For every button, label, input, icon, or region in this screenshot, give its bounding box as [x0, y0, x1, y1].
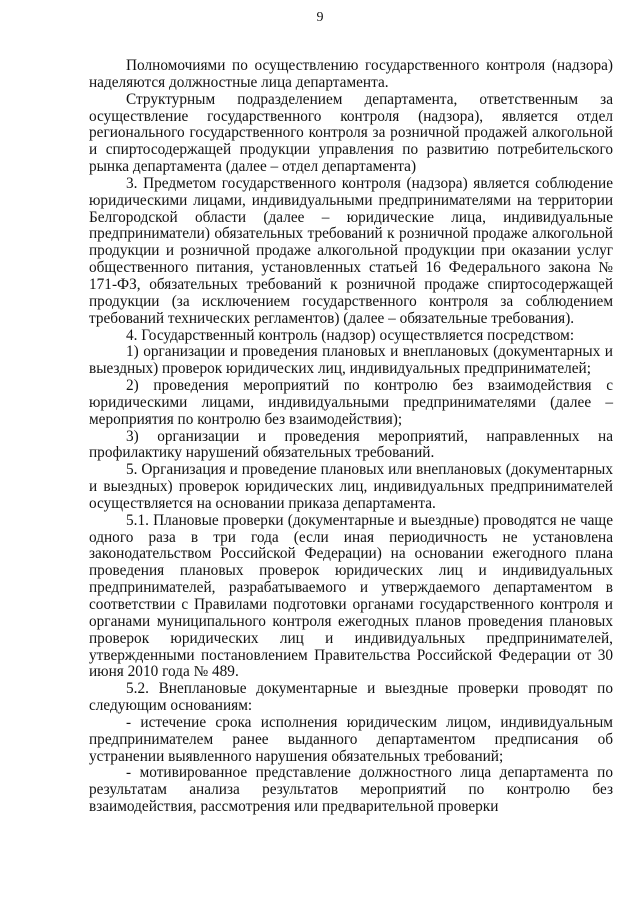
paragraph-4-item-3: 3) организации и проведения мероприятий, направленных на профилактику нарушений обязательных требований. [89, 427, 613, 462]
paragraph-5-2-ground-1: - истечение срока исполнения юридическим лицом, индивидуальным предпринимателем ранее выданного департаментом предписания об устранении выявленного нарушения обязательных требований; [89, 713, 613, 765]
paragraph-4-means: 4. Государственный контроль (надзор) осуществляется посредством: [126, 326, 575, 344]
document-body [89, 58, 613, 816]
paragraph-5-2-unplanned: 5.2. Внеплановые документарные и выездные проверки проводят по следующим основаниям: [89, 680, 613, 715]
paragraph-4-item-2: 2) проведения мероприятий по контролю без взаимодействия с юридическими лицами, индивидуальными предпринимателями (далее – мероприятия по контролю без взаимодействия); [89, 377, 613, 428]
paragraph-authority: Полномочиями по осуществлению государственного контроля (надзора) наделяются должностные лица департамента. [89, 57, 613, 91]
paragraph-5-organization: 5. Организация и проведение плановых или внеплановых (документарных и выездных) проверок юридических лиц, индивидуальных предпринимателей осуществляется на основании приказа департамента. [89, 461, 613, 512]
paragraph-4-item-1: 1) организации и проведения плановых и внеплановых (документарных и выездных) проверок юридических лиц, индивидуальных предпринимателей; [89, 343, 613, 378]
paragraph-5-2-ground-2: - мотивированное представление должностного лица департамента по результатам анализа результатов мероприятий по контролю без взаимодействия, рассмотрения или предварительной проверки [89, 764, 613, 816]
paragraph-3-subject: 3. Предметом государственного контроля (надзора) является соблюдение юридическими лицами, индивидуальными предпринимателями на территории Белгородской области (далее – юридические лица, индивидуальные предприниматели) обязательных требований к розничной продаже алкогольной продукции и розничной продаже алкогольной продукции при оказании услуг общественного питания, установленных статьей 16 Федерального закона № 171-ФЗ, обязательных требований к розничной продаже спиртосодержащей продукции (за исключением государственного контроля за соблюдением требований технических регламентов) (далее – обязательные требования). [89, 174, 613, 327]
page-number: 9 [316, 10, 324, 25]
paragraph-structural-unit: Структурным подразделением департамента, ответственным за осуществление государственного контроля (надзора), является отдел регионального государственного контроля за розничной продажей алкогольной и спиртосодержащей продукции управления по развитию потребительского рынка департамента (далее – отдел департамента) [89, 90, 613, 176]
paragraph-5-1-planned: 5.1. Плановые проверки (документарные и выездные) проводятся не чаще одного раза в три года (если иная периодичность не установлена законодательством Российской Федерации) на основании ежегодного плана проведения плановых проверок юридических лиц и индивидуальных предпринимателей, разрабатываемого и утверждаемого департаментом в соответствии с Правилами подготовки органами государственного контроля и органами муниципального контроля ежегодных планов проведения плановых проверок юридических лиц и индивидуальных предпринимателей, утвержденными постановлением Правительства Российской Федерации от 30 июня 2010 года № 489. [89, 511, 613, 681]
